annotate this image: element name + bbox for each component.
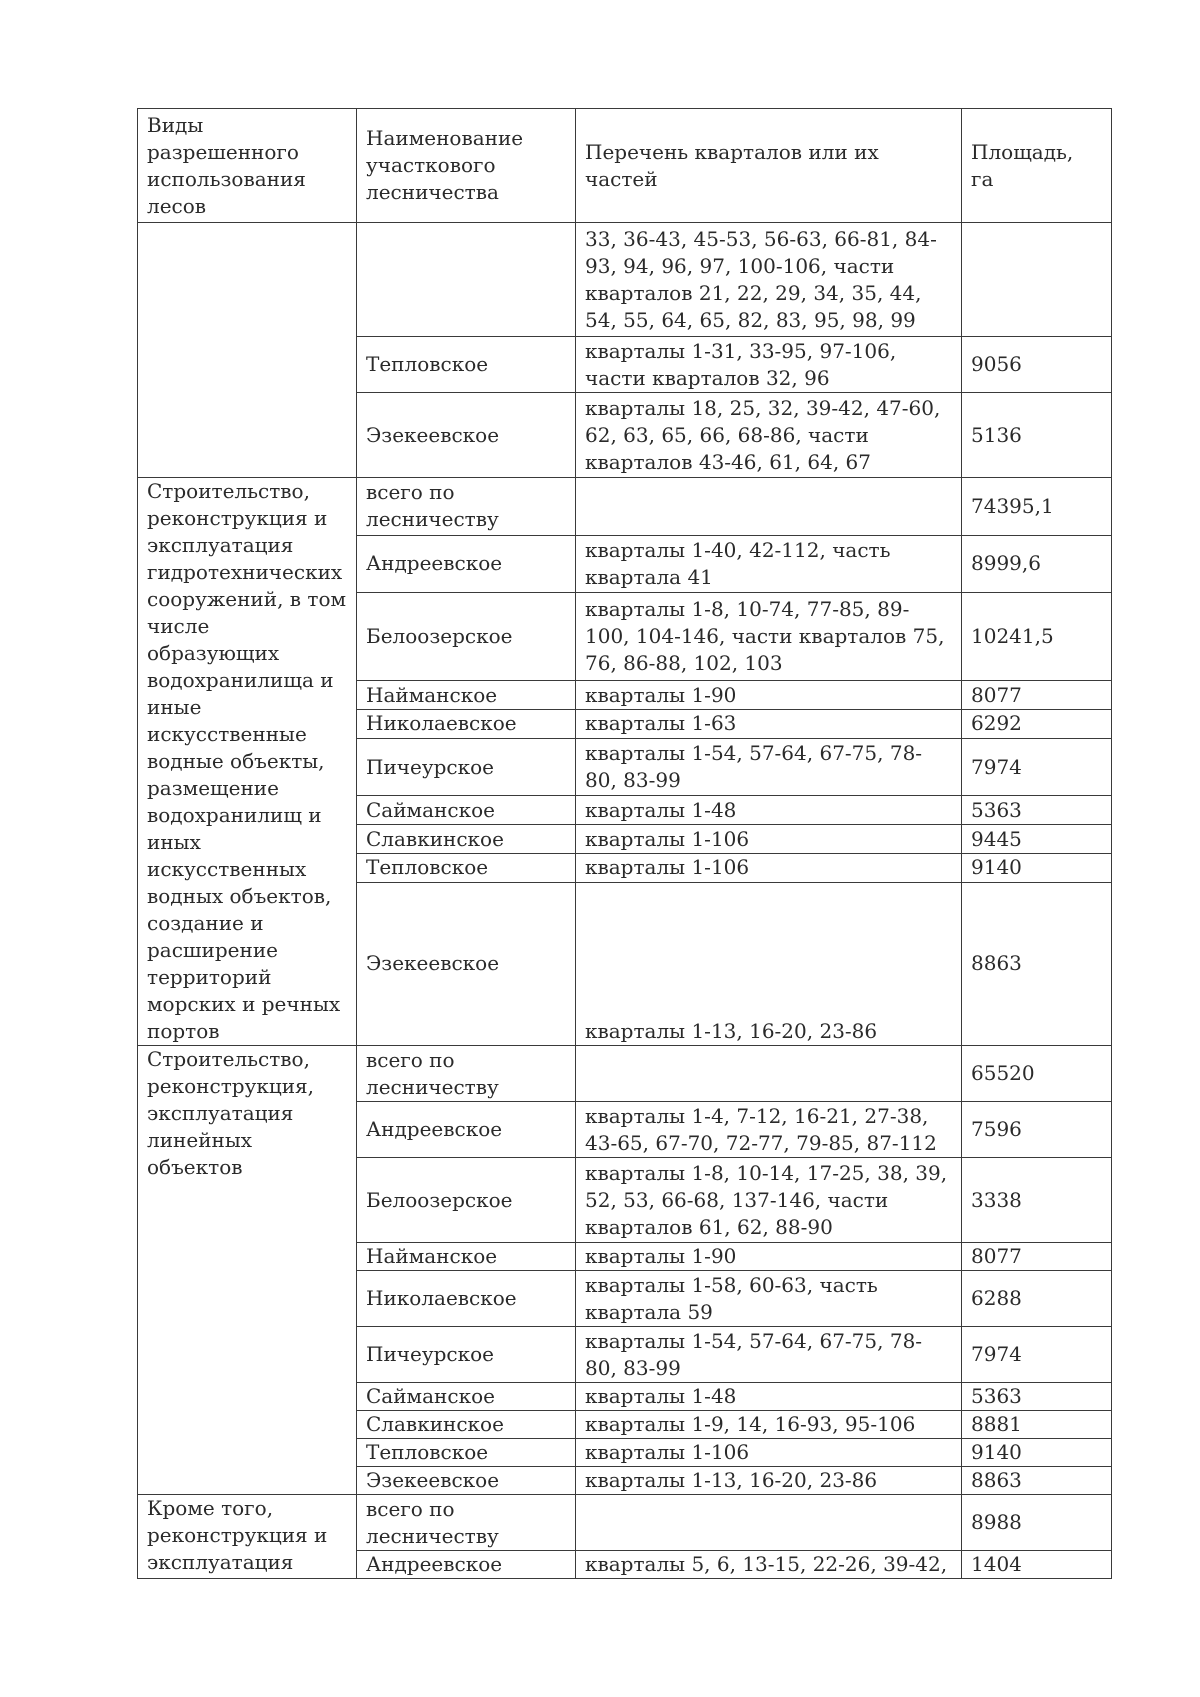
quarters-cell: кварталы 1-4, 7-12, 16-21, 27-38, 43-65, 67-70, 72-77, 79-85, 87-112 bbox=[576, 1102, 962, 1158]
district-cell: Тепловское bbox=[357, 337, 576, 393]
district-cell: Найманское bbox=[357, 1243, 576, 1271]
district-cell: Эзекеевское bbox=[357, 1467, 576, 1495]
quarters-cell bbox=[576, 1495, 962, 1551]
quarters-cell: 33, 36-43, 45-53, 56-63, 66-81, 84-93, 94, 96, 97, 100-106, части кварталов 21, 22, 29, 34, 35, 44, 54, 55, 64, 65, 82, 83, 95, 98, 99 bbox=[576, 223, 962, 337]
area-cell: 65520 bbox=[962, 1046, 1112, 1102]
area-cell: 6292 bbox=[962, 710, 1112, 739]
quarters-cell: кварталы 1-90 bbox=[576, 681, 962, 710]
district-cell: Николаевское bbox=[357, 710, 576, 739]
district-cell: всего по лесничеству bbox=[357, 1495, 576, 1551]
district-cell: Найманское bbox=[357, 681, 576, 710]
area-cell: 7596 bbox=[962, 1102, 1112, 1158]
quarters-cell: кварталы 1-48 bbox=[576, 796, 962, 825]
district-cell: всего по лесничеству bbox=[357, 478, 576, 536]
quarters-cell bbox=[576, 478, 962, 536]
use-type-cell: Строительство, реконструкция и эксплуатация гидротехнических сооружений, в том числе образующих водохранилища и иные искусственные водные объекты, размещение водохранилищ и иных искусственных водных объектов, создание и расширение территорий морских и речных портов bbox=[138, 478, 357, 1046]
district-cell: Славкинское bbox=[357, 1411, 576, 1439]
table-row bbox=[138, 1046, 1112, 1102]
district-cell: Андреевское bbox=[357, 1102, 576, 1158]
area-cell: 1404 bbox=[962, 1551, 1112, 1579]
area-cell: 9056 bbox=[962, 337, 1112, 393]
area-cell: 9445 bbox=[962, 825, 1112, 854]
district-cell: Тепловское bbox=[357, 1439, 576, 1467]
table-row bbox=[138, 223, 1112, 337]
area-cell: 9140 bbox=[962, 853, 1112, 882]
district-cell: Андреевское bbox=[357, 535, 576, 593]
area-cell: 9140 bbox=[962, 1439, 1112, 1467]
district-cell: всего по лесничеству bbox=[357, 1046, 576, 1102]
area-cell: 8988 bbox=[962, 1495, 1112, 1551]
area-cell: 8999,6 bbox=[962, 535, 1112, 593]
quarters-cell: кварталы 1-58, 60-63, часть квартала 59 bbox=[576, 1271, 962, 1327]
quarters-cell: кварталы 1-63 bbox=[576, 710, 962, 739]
quarters-cell: кварталы 1-9, 14, 16-93, 95-106 bbox=[576, 1411, 962, 1439]
district-cell: Славкинское bbox=[357, 825, 576, 854]
district-cell: Пичеурское bbox=[357, 1327, 576, 1383]
quarters-cell: кварталы 1-106 bbox=[576, 1439, 962, 1467]
area-cell: 5363 bbox=[962, 796, 1112, 825]
area-cell: 3338 bbox=[962, 1158, 1112, 1243]
quarters-cell: кварталы 5, 6, 13-15, 22-26, 39-42, bbox=[576, 1551, 962, 1579]
quarters-cell bbox=[576, 1046, 962, 1102]
quarters-cell: кварталы 1-40, 42-112, часть квартала 41 bbox=[576, 535, 962, 593]
quarters-cell: кварталы 18, 25, 32, 39-42, 47-60, 62, 63, 65, 66, 68-86, части кварталов 43-46, 61, 64, 67 bbox=[576, 393, 962, 478]
quarters-cell: кварталы 1-48 bbox=[576, 1383, 962, 1411]
quarters-cell: кварталы 1-90 bbox=[576, 1243, 962, 1271]
area-cell: 8863 bbox=[962, 882, 1112, 1045]
area-cell: 7974 bbox=[962, 738, 1112, 796]
use-type-cell: Строительство, реконструкция, эксплуатация линейных объектов bbox=[138, 1046, 357, 1495]
district-cell: Белоозерское bbox=[357, 1158, 576, 1243]
district-cell: Пичеурское bbox=[357, 738, 576, 796]
district-cell: Эзекеевское bbox=[357, 393, 576, 478]
district-cell: Сайманское bbox=[357, 1383, 576, 1411]
header-row bbox=[138, 109, 1112, 223]
area-cell: 8863 bbox=[962, 1467, 1112, 1495]
district-cell: Эзекеевское bbox=[357, 882, 576, 1045]
district-cell: Сайманское bbox=[357, 796, 576, 825]
quarters-cell: кварталы 1-13, 16-20, 23-86 bbox=[576, 882, 962, 1045]
district-cell: Андреевское bbox=[357, 1551, 576, 1579]
quarters-cell: кварталы 1-13, 16-20, 23-86 bbox=[576, 1467, 962, 1495]
header-use-type: Виды разрешенного использования лесов bbox=[138, 109, 357, 223]
area-cell: 5136 bbox=[962, 393, 1112, 478]
use-type-cell bbox=[138, 223, 357, 478]
area-cell bbox=[962, 223, 1112, 337]
area-cell: 5363 bbox=[962, 1383, 1112, 1411]
district-cell: Белоозерское bbox=[357, 593, 576, 681]
header-quarters: Перечень кварталов или их частей bbox=[576, 109, 962, 223]
forest-use-table bbox=[137, 108, 1112, 1579]
quarters-cell: кварталы 1-8, 10-74, 77-85, 89-100, 104-146, части кварталов 75, 76, 86-88, 102, 103 bbox=[576, 593, 962, 681]
area-cell: 8077 bbox=[962, 681, 1112, 710]
area-cell: 74395,1 bbox=[962, 478, 1112, 536]
table-row bbox=[138, 1495, 1112, 1551]
quarters-cell: кварталы 1-106 bbox=[576, 825, 962, 854]
area-cell: 8881 bbox=[962, 1411, 1112, 1439]
quarters-cell: кварталы 1-8, 10-14, 17-25, 38, 39, 52, 53, 66-68, 137-146, части кварталов 61, 62, 88-90 bbox=[576, 1158, 962, 1243]
district-cell bbox=[357, 223, 576, 337]
quarters-cell: кварталы 1-31, 33-95, 97-106, части кварталов 32, 96 bbox=[576, 337, 962, 393]
quarters-cell: кварталы 1-106 bbox=[576, 853, 962, 882]
quarters-cell: кварталы 1-54, 57-64, 67-75, 78-80, 83-99 bbox=[576, 738, 962, 796]
area-cell: 10241,5 bbox=[962, 593, 1112, 681]
district-cell: Николаевское bbox=[357, 1271, 576, 1327]
use-type-cell: Кроме того, реконструкция и эксплуатация bbox=[138, 1495, 357, 1579]
district-cell: Тепловское bbox=[357, 853, 576, 882]
quarters-cell: кварталы 1-54, 57-64, 67-75, 78-80, 83-99 bbox=[576, 1327, 962, 1383]
area-cell: 6288 bbox=[962, 1271, 1112, 1327]
header-district: Наименование участкового лесничества bbox=[357, 109, 576, 223]
area-cell: 8077 bbox=[962, 1243, 1112, 1271]
header-area: Площадь, га bbox=[962, 109, 1112, 223]
table-row bbox=[138, 478, 1112, 536]
area-cell: 7974 bbox=[962, 1327, 1112, 1383]
